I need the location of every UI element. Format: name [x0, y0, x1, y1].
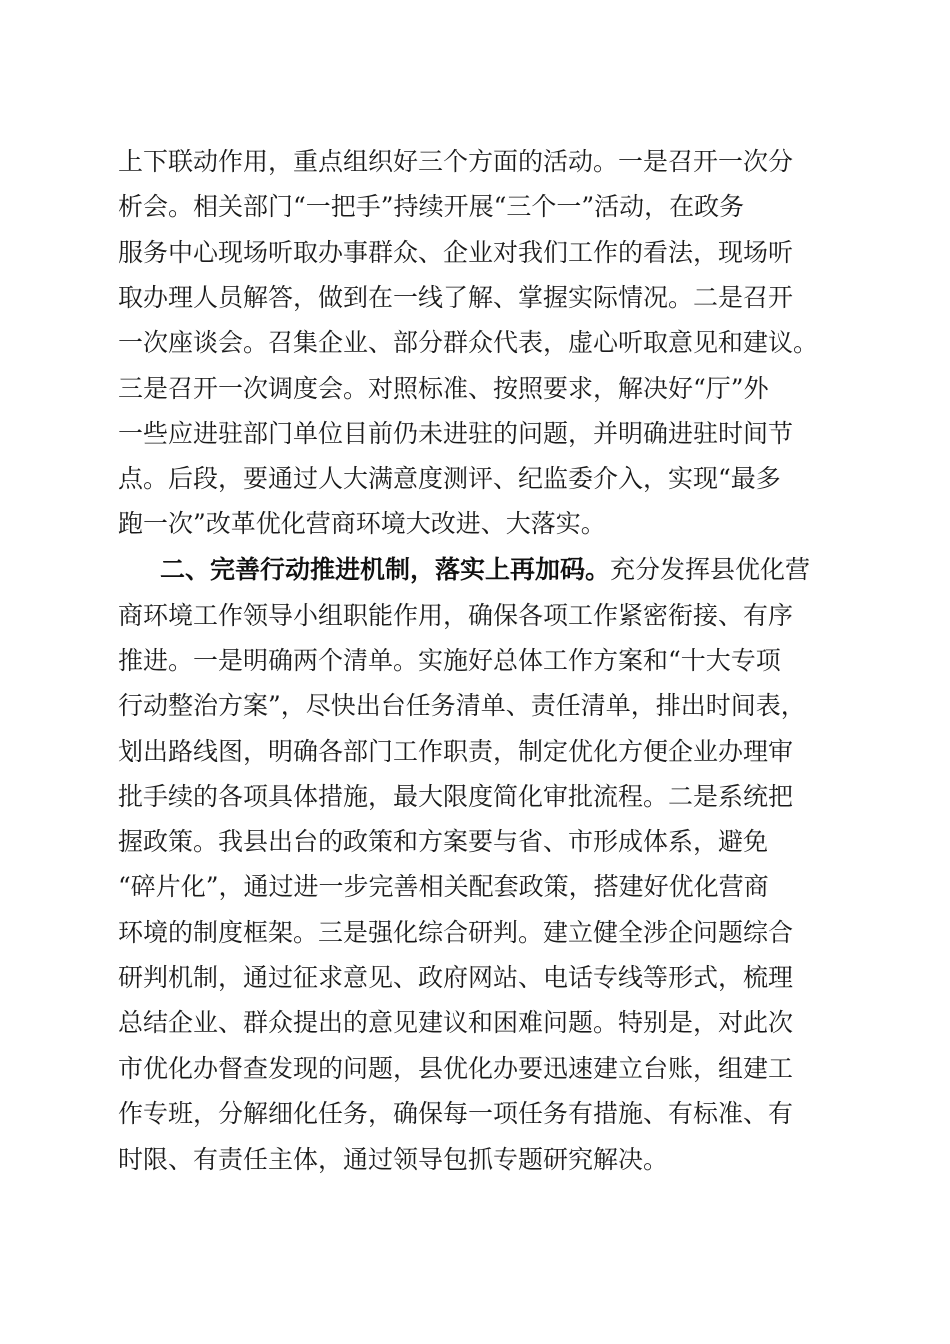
paragraph-line: 时限、有责任主体，通过领导包抓专题研究解决。 — [118, 1145, 669, 1174]
section-heading-rest: 充分发挥县优化营 — [610, 555, 811, 584]
paragraph-line: 点。后段，要通过人大满意度测评、纪监委介入，实现“最多 — [118, 464, 781, 493]
paragraph-line: 跑一次”改革优化营商环境大改进、大落实。 — [118, 509, 606, 538]
paragraph-line: 服务中心现场听取办事群众、企业对我们工作的看法，现场听 — [118, 238, 794, 267]
paragraph-line: 总结企业、群众提出的意见建议和困难问题。特别是，对此次 — [118, 1008, 794, 1037]
section-heading-line — [160, 550, 838, 590]
paragraph-line: 研判机制，通过征求意见、政府网站、电话专线等形式，梳理 — [118, 963, 794, 992]
paragraph-line: 上下联动作用，重点组织好三个方面的活动。一是召开一次分 — [118, 147, 794, 176]
paragraph-line: 批手续的各项具体措施，最大限度简化审批流程。二是系统把 — [118, 782, 794, 811]
paragraph-line: 握政策。我县出台的政策和方案要与省、市形成体系，避免 — [118, 827, 769, 856]
paragraph-line: 市优化办督查发现的问题，县优化办要迅速建立台账，组建工 — [118, 1054, 794, 1083]
paragraph-line: 一次座谈会。召集企业、部分群众代表，虚心听取意见和建议。 — [118, 328, 819, 357]
paragraph-line: 行动整治方案”，尽快出台任务清单、责任清单，排出时间表， — [118, 691, 806, 720]
paragraph-line: 取办理人员解答，做到在一线了解、掌握实际情况。二是召开 — [118, 283, 794, 312]
section-heading: 二、完善行动推进机制，落实上再加码。 — [160, 555, 611, 584]
paragraph-line: 划出路线图，明确各部门工作职责，制定优化方便企业办理审 — [118, 737, 794, 766]
paragraph-line: 环境的制度框架。三是强化综合研判。建立健全涉企问题综合 — [118, 918, 794, 947]
paragraph-line: 析会。相关部门“一把手”持续开展“三个一”活动，在政务 — [118, 192, 745, 221]
paragraph-line: 三是召开一次调度会。对照标准、按照要求，解决好“厅”外 — [118, 374, 769, 403]
paragraph-line: 推进。一是明确两个清单。实施好总体工作方案和“十大专项 — [118, 646, 781, 675]
paragraph-line: 作专班，分解细化任务，确保每一项任务有措施、有标准、有 — [118, 1099, 794, 1128]
paragraph-line: 商环境工作领导小组职能作用，确保各项工作紧密衔接、有序 — [118, 601, 794, 630]
paragraph-line: 一些应进驻部门单位目前仍未进驻的问题，并明确进驻时间节 — [118, 419, 794, 448]
paragraph-line: “碎片化”，通过进一步完善相关配套政策，搭建好优化营商 — [118, 872, 769, 901]
